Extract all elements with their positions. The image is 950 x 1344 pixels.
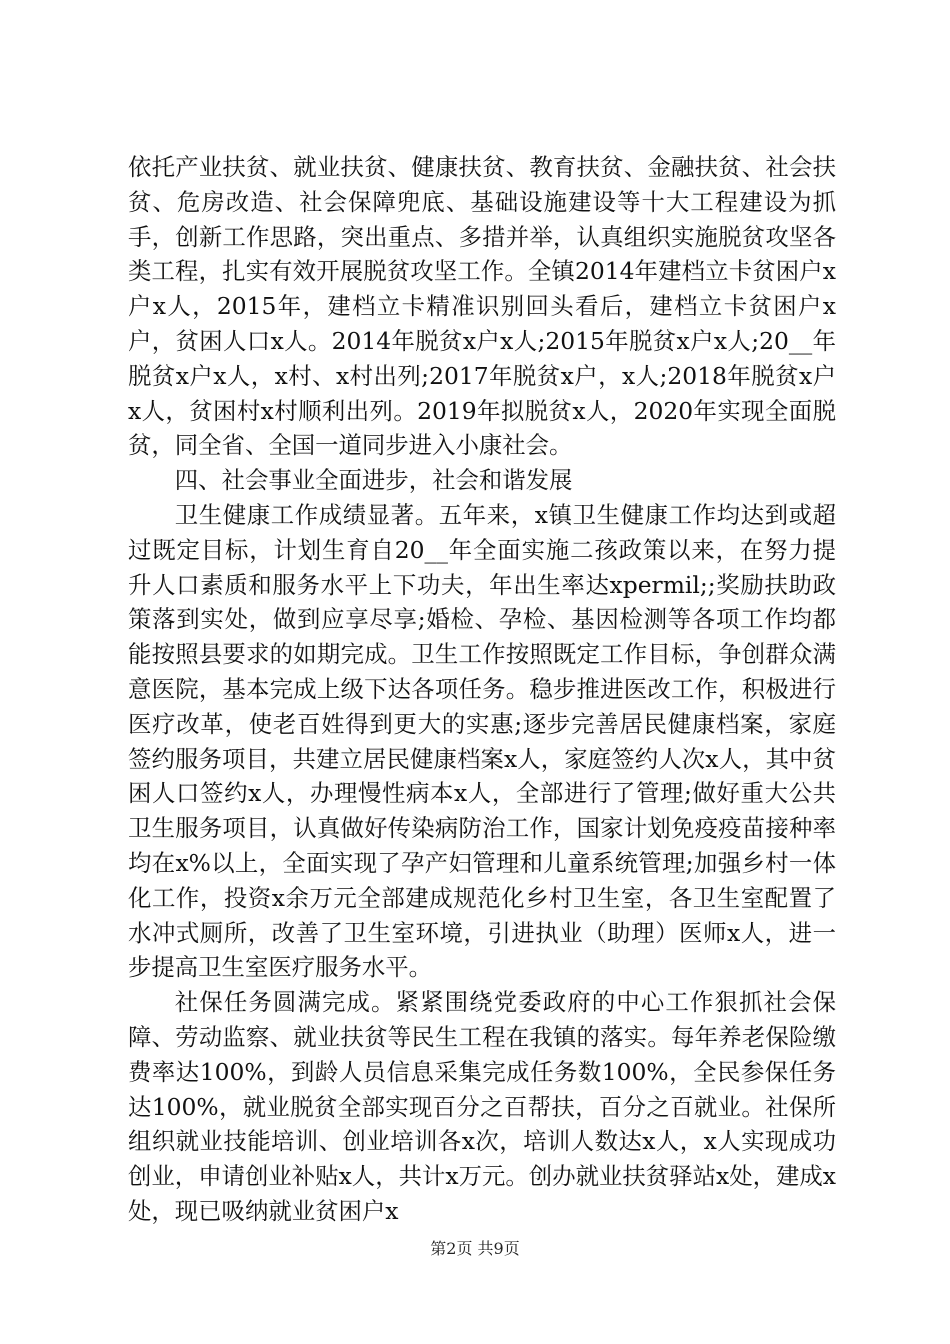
section-heading-social-undertakings: 四、社会事业全面进步，社会和谐发展 <box>174 466 573 495</box>
page-number: 第2页 共9页 <box>430 1239 520 1258</box>
paragraph-social-security: 社保任务圆满完成。紧紧围绕党委政府的中心工作狠抓社会保障、劳动监察、就业扶贫等民生工程在我镇的落实。每年养老保险缴费率达100%，到龄人员信息采集完成任务数100%，全民参保任务达100%，就业脱贫全部实现百分之百帮扶，百分之百就业。社保所组织就业技能培训、创业培训各x次，培训人数达x人，x人实现成功创业，申请创业补贴x人，共计x万元。创办就业扶贫驿站x处，建成x处，现已吸纳就业贫困户x <box>128 988 836 1225</box>
paragraph-health-work: 卫生健康工作成绩显著。五年来，x镇卫生健康工作均达到或超过既定目标，计划生育自20__年全面实施二孩政策以来，在努力提升人口素质和服务水平上下功夫，年出生率达xpermil;;奖励扶助政策落到实处，做到应享尽享;婚检、孕检、基因检测等各项工作均都能按照县要求的如期完成。卫生工作按照既定工作目标，争创群众满意医院，基本完成上级下达各项任务。稳步推进医改工作，积极进行医疗改革，使老百姓得到更大的实惠;逐步完善居民健康档案，家庭签约服务项目，共建立居民健康档案x人，家庭签约人次x人，其中贫困人口签约x人，办理慢性病本x人，全部进行了管理;做好重大公共卫生服务项目，认真做好传染病防治工作，国家计划免疫疫苗接种率均在x%以上，全面实现了孕产妇管理和儿童系统管理;加强乡村一体化工作，投资x余万元全部建成规范化乡村卫生室，各卫生室配置了水冲式厕所，改善了卫生室环境，引进执业（助理）医师x人，进一步提高卫生室医疗服务水平。 <box>128 500 836 982</box>
paragraph-poverty-alleviation: 依托产业扶贫、就业扶贫、健康扶贫、教育扶贫、金融扶贫、社会扶贫、危房改造、社会保障兜底、基础设施建设等十大工程建设为抓手，创新工作思路，突出重点、多措并举，认真组织实施脱贫攻坚各类工程，扎实有效开展脱贫攻坚工作。全镇2014年建档立卡贫困户x户x人，2015年，建档立卡精准识别回头看后，建档立卡贫困户x户，贫困人口x人。2014年脱贫x户x人;2015年脱贫x户x人;20__年脱贫x户x人，x村、x村出列;2017年脱贫x户，x人;2018年脱贫x户x人，贫困村x村顺利出列。2019年拟脱贫x人，2020年实现全面脱贫，同全省、全国一道同步进入小康社会。 <box>128 153 836 460</box>
page-footer <box>0 1238 950 1260</box>
document-body <box>128 150 836 1229</box>
